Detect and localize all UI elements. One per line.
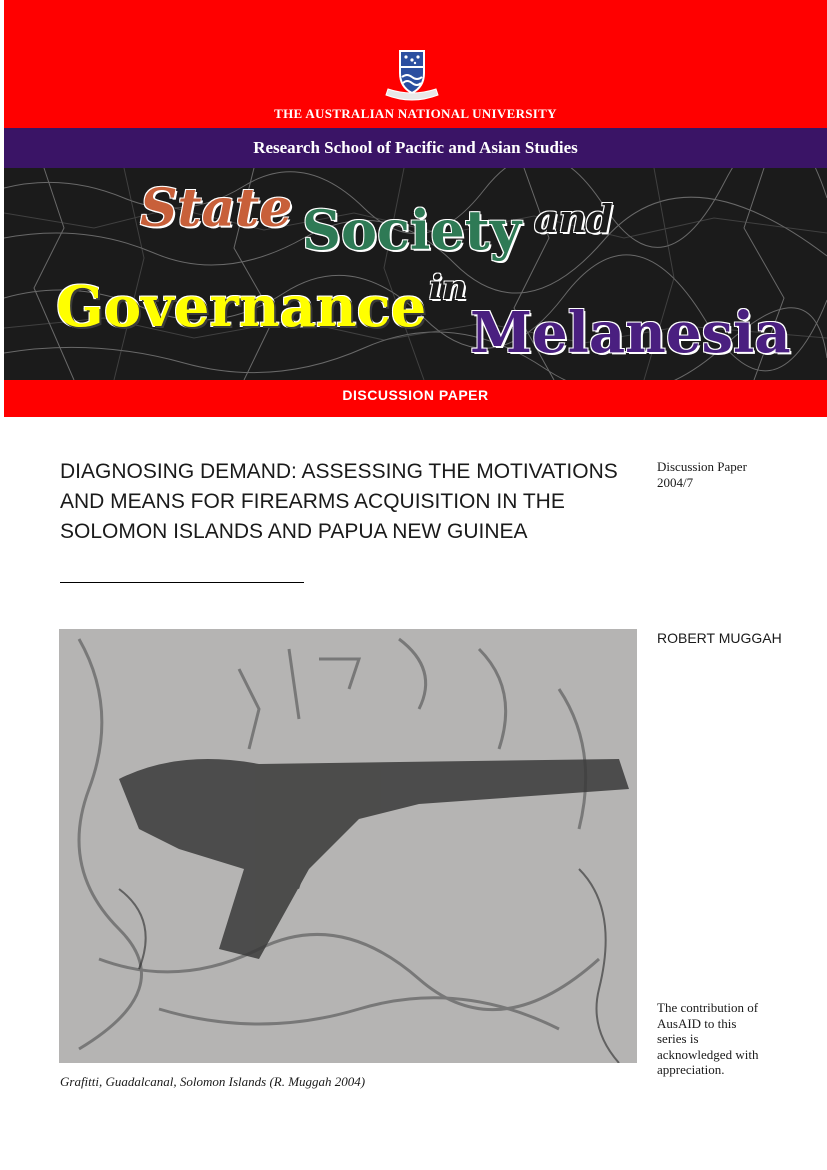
paper-number: Discussion Paper 2004/7 [657, 459, 747, 490]
banner-word-governance: Governance [56, 274, 427, 340]
banner-word-society: Society [302, 198, 522, 262]
paper-title: DIAGNOSING DEMAND: ASSESSING THE MOTIVATIONS AND MEANS FOR FIREARMS ACQUISITION IN THE SOLOMON ISLANDS AND PAPUA NEW GUINEA [60, 460, 618, 543]
banner-word-and: and [534, 196, 613, 241]
acknowledgement: The contribution of AusAID to this series is acknowledged with appreciation. [657, 1000, 759, 1077]
university-name: THE AUSTRALIAN NATIONAL UNIVERSITY [274, 106, 557, 121]
banner-word-state: State [140, 178, 293, 239]
school-name: Research School of Pacific and Asian Studies [253, 138, 578, 157]
photo-caption: Grafitti, Guadalcanal, Solomon Islands (R. Muggah 2004) [60, 1074, 366, 1089]
banner-word-melanesia: Melanesia [470, 300, 791, 366]
series-label: DISCUSSION PAPER [342, 387, 489, 403]
author-name: ROBERT MUGGAH [657, 630, 782, 646]
graffiti-photo [59, 629, 637, 1063]
series-banner [4, 168, 827, 380]
banner-word-in: in [429, 268, 467, 308]
university-crest-icon [380, 47, 444, 103]
title-underline [60, 582, 304, 583]
